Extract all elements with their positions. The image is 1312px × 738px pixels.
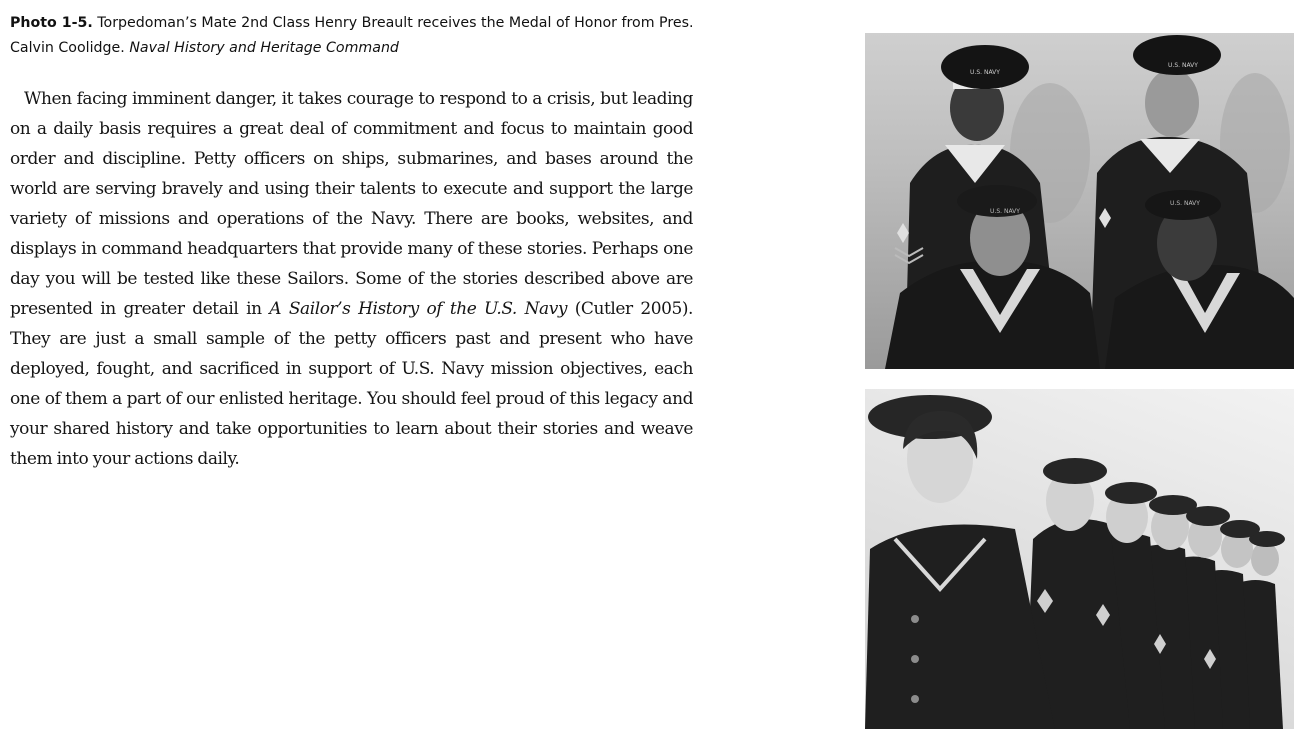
caption-label: Photo 1-5. (10, 15, 93, 31)
photo-caption (10, 11, 700, 61)
photo-waves-line (865, 389, 1294, 729)
hat-text-1: U.S. NAVY (970, 69, 1000, 76)
caption-text: Torpedoman’s Mate 2nd Class Henry Breault receives the Medal of Honor from Pres. Calvin Coolidge. (10, 15, 694, 56)
hat-text-4: U.S. NAVY (1170, 200, 1200, 207)
waves-line-illustration (865, 389, 1294, 729)
book-title: A Sailor’s History of the U.S. Navy (269, 299, 568, 319)
caption-credit: Naval History and Heritage Command (129, 40, 399, 56)
body-paragraph (10, 84, 693, 474)
body-text-before-title: When facing imminent danger, it takes courage to respond to a crisis, but leading on a daily basis requires a great deal of commitment and focus to maintain good order and discipline. Petty officers on ships, submarines, and bases around the world are serving bravely and using their talents to execute and support the large variety of missions and operations of the Navy. There are books, websites, and displays in command headquarters that provide many of these stories. Perhaps one day you will be tested like these Sailors. Some of the stories described above are presented in greater detail in (10, 89, 693, 319)
body-text-after-title: (Cutler 2005). They are just a small sample of the petty officers past and present who have deployed, fought, and sacrificed in support of U.S. Navy mission objectives, each one of them a part of our enlisted heritage. You should feel proud of this legacy and your shared history and take opportunities to learn about their stories and weave them into your actions daily. (10, 299, 693, 469)
hat-text-3: U.S. NAVY (990, 208, 1020, 215)
photo-sailors-group (865, 33, 1294, 369)
hat-text-2: U.S. NAVY (1168, 62, 1198, 69)
sailors-group-illustration (865, 33, 1294, 369)
